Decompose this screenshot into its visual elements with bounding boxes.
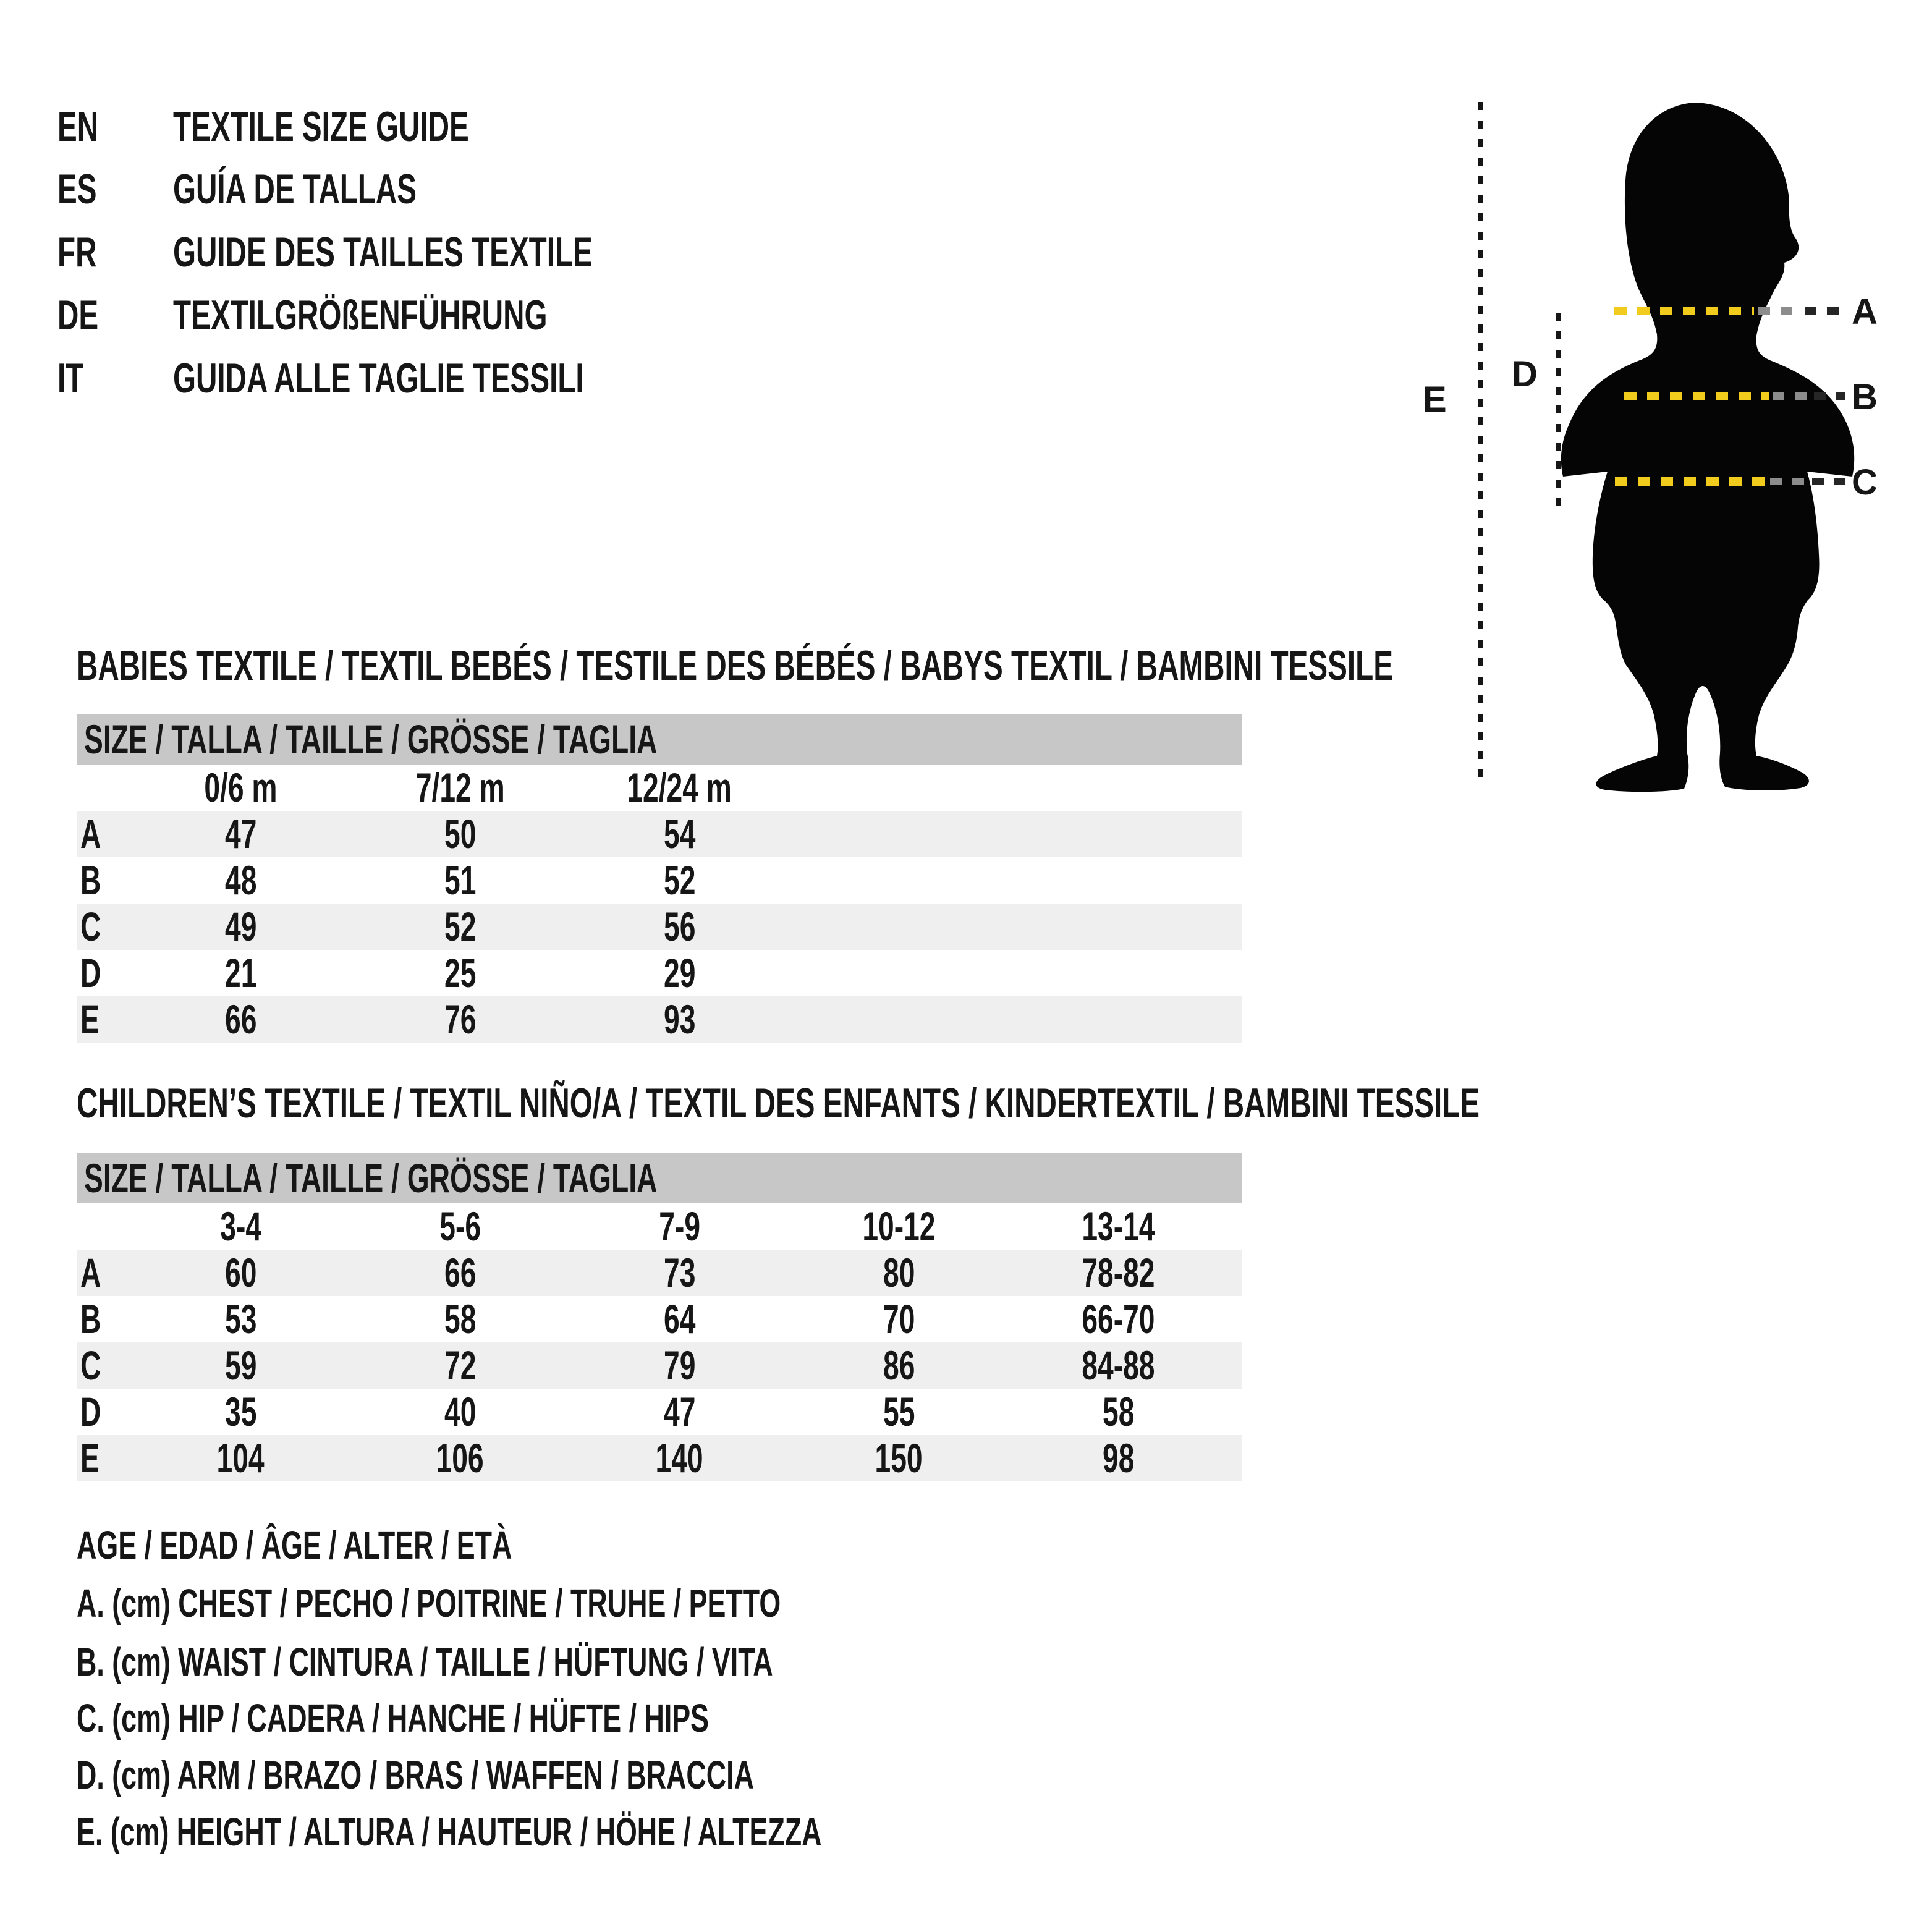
column-header: 7/12 m — [415, 765, 505, 810]
column-header: 0/6 m — [204, 765, 278, 810]
lang-code: IT — [57, 355, 84, 402]
header-row-fr — [57, 224, 593, 281]
table-row: D 35 40 47 55 58 — [77, 1389, 1242, 1435]
guide-title: TEXTILGRÖßENFÜHRUNG — [173, 292, 548, 339]
table-row: B 48 51 52 — [77, 857, 1242, 904]
guide-title: GUIDE DES TAILLES TEXTILE — [173, 229, 593, 276]
row-label: A — [80, 1250, 101, 1295]
guide-title: TEXTILE SIZE GUIDE — [173, 103, 469, 150]
row-label: C — [80, 1342, 101, 1388]
label-waist-b: B — [1852, 377, 1878, 417]
row-label: C — [80, 904, 101, 949]
legend-line-arm: D. (cm) ARM / BRAZO / BRAS / WAFFEN / BRACCIA — [77, 1753, 754, 1797]
row-label: D — [80, 950, 101, 996]
column-header: 12/24 m — [627, 765, 732, 810]
children-size-table — [77, 1153, 1242, 1481]
table-row: C 49 52 56 — [77, 904, 1242, 950]
children-column-header-row — [77, 1203, 1242, 1250]
table-row: D 21 25 29 — [77, 950, 1242, 996]
row-label: E — [80, 1435, 100, 1481]
column-header: 5-6 — [439, 1203, 481, 1249]
row-label: E — [80, 996, 100, 1042]
measurement-diagram — [1409, 74, 1932, 816]
column-header: 3-4 — [220, 1203, 261, 1249]
children-section-heading: CHILDREN’S TEXTILE / TEXTIL NIÑO/A / TEXTIL DES ENFANTS / KINDERTEXTIL / BAMBINI TESSILE — [77, 1080, 1480, 1127]
header-row-es — [57, 161, 417, 218]
legend-line-age: AGE / EDAD / ÂGE / ALTER / ETÀ — [77, 1523, 512, 1567]
legend-line-chest: A. (cm) CHEST / PECHO / POITRINE / TRUHE / PETTO — [77, 1581, 781, 1625]
babies-size-table — [77, 714, 1242, 1043]
table-row: E 104 106 140 150 98 — [77, 1435, 1242, 1481]
label-arm-d: D — [1512, 354, 1538, 394]
guide-title: GUIDA ALLE TAGLIE TESSILI — [173, 355, 584, 402]
label-chest-a: A — [1852, 292, 1878, 332]
row-label: A — [80, 811, 101, 857]
lang-code: FR — [57, 229, 97, 276]
legend-line-hip: C. (cm) HIP / CADERA / HANCHE / HÜFTE / HIPS — [77, 1696, 710, 1740]
column-header: 10-12 — [862, 1203, 936, 1249]
lang-code: EN — [57, 103, 99, 150]
table-row: E 66 76 93 — [77, 996, 1242, 1043]
table-row: A 60 66 73 80 78-82 — [77, 1250, 1242, 1296]
lang-code: ES — [57, 166, 97, 213]
table-row: B 53 58 64 70 66-70 — [77, 1296, 1242, 1342]
label-hip-c: C — [1852, 462, 1878, 502]
row-label: D — [80, 1389, 101, 1434]
lang-code: DE — [57, 292, 99, 339]
row-label: B — [80, 857, 101, 903]
label-height-e: E — [1423, 379, 1447, 420]
table-row: A 47 50 54 — [77, 811, 1242, 857]
babies-section-heading: BABIES TEXTILE / TEXTIL BEBÉS / TESTILE DES BÉBÉS / BABYS TEXTIL / BAMBINI TESSILE — [77, 642, 1393, 689]
header-row-de — [57, 287, 548, 344]
children-size-bar: SIZE / TALLA / TAILLE / GRÖSSE / TAGLIA — [77, 1153, 1242, 1203]
header-row-it — [57, 350, 584, 407]
column-header: 13-14 — [1082, 1203, 1155, 1249]
guide-title: GUÍA DE TALLAS — [173, 166, 417, 213]
babies-column-header-row — [77, 765, 1242, 811]
column-header: 7-9 — [659, 1203, 700, 1249]
header-row-en — [57, 98, 469, 155]
table-row: C 59 72 79 86 84-88 — [77, 1342, 1242, 1389]
row-label: B — [80, 1296, 101, 1342]
babies-size-bar: SIZE / TALLA / TAILLE / GRÖSSE / TAGLIA — [77, 714, 1242, 765]
legend-line-height: E. (cm) HEIGHT / ALTURA / HAUTEUR / HÖHE / ALTEZZA — [77, 1810, 822, 1854]
legend-line-waist: B. (cm) WAIST / CINTURA / TAILLE / HÜFTUNG / VITA — [77, 1640, 773, 1684]
